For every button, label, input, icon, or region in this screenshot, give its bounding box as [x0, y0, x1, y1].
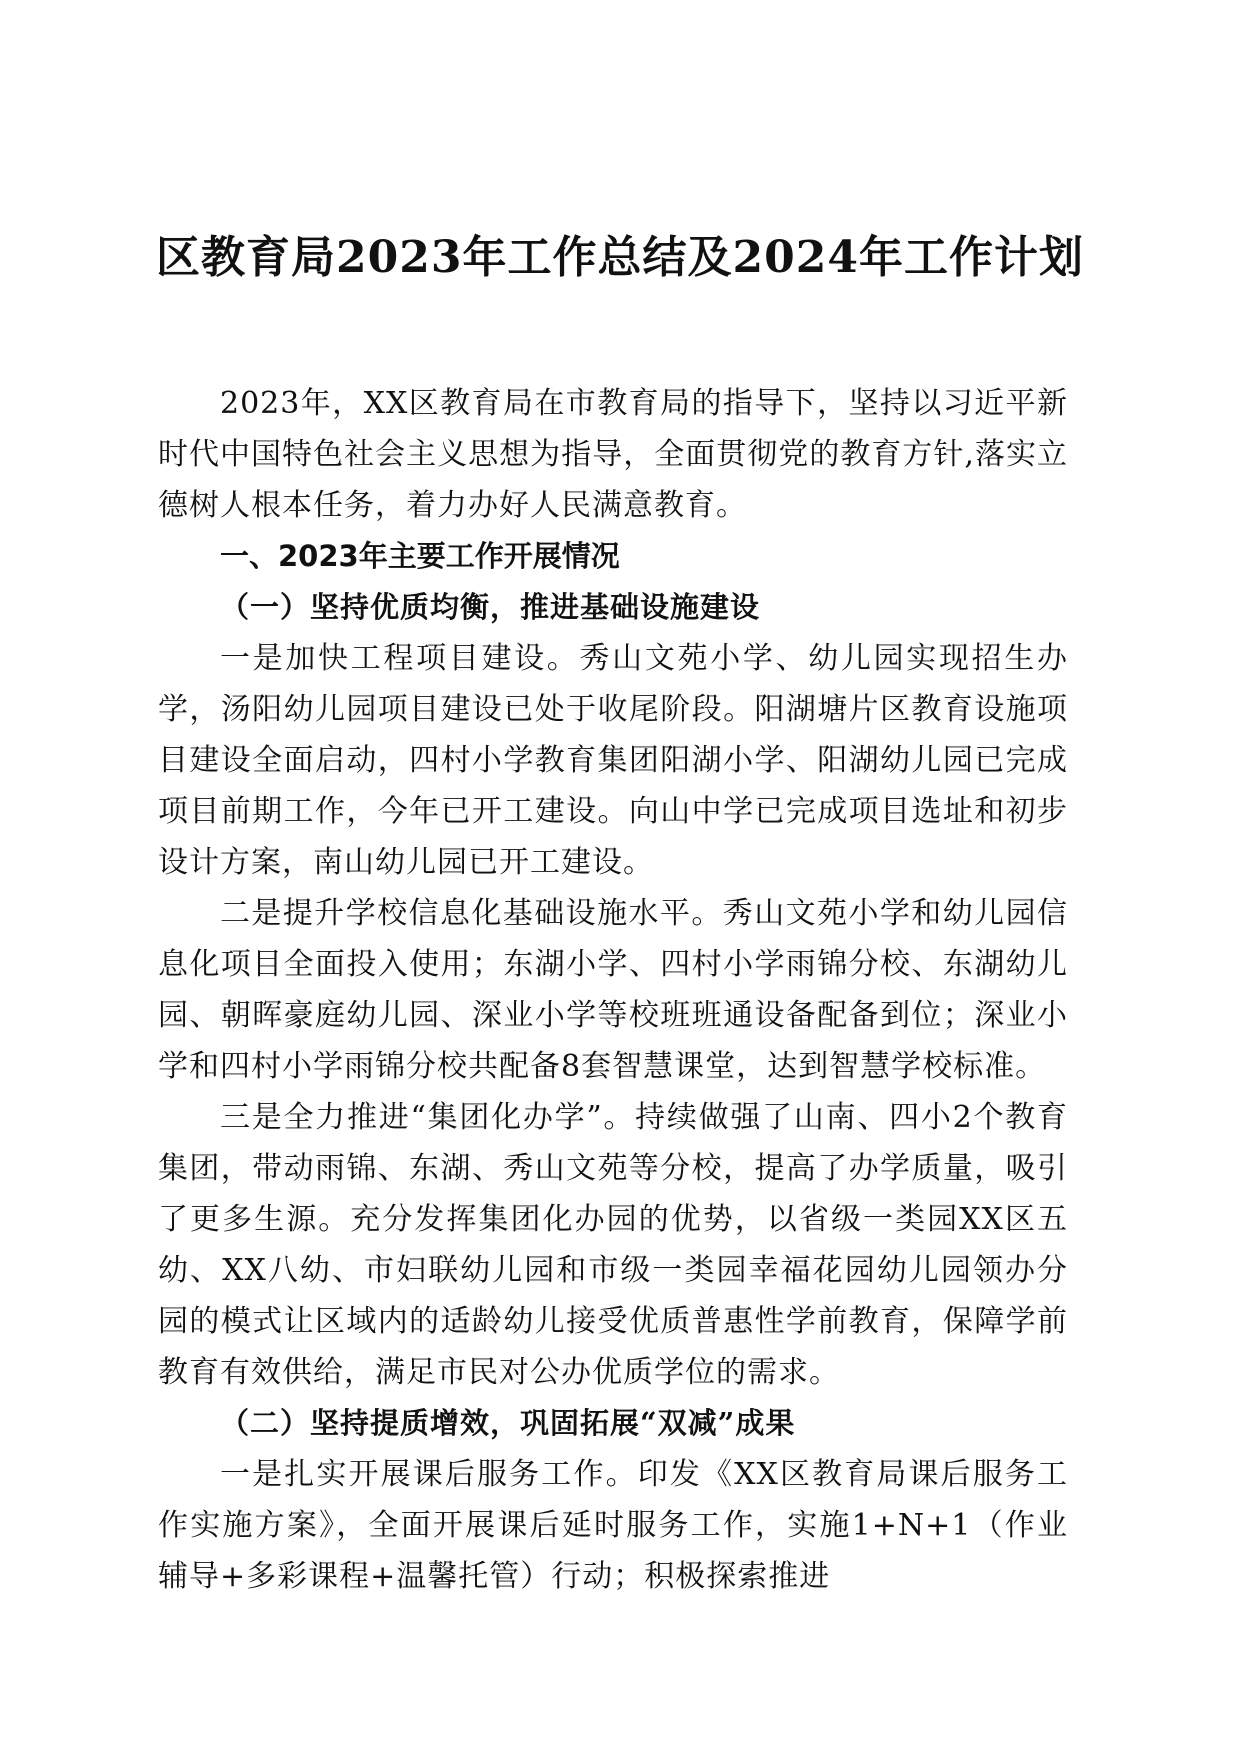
paragraph-engineering-projects: 一是加快工程项目建设。秀山文苑小学、幼儿园实现招生办学，汤阳幼儿园项目建设已处于收尾阶段。阳湖塘片区教育设施项目建设全面启动，四村小学教育集团阳湖小学、阳湖幼儿园已完成项目前期工作，今年已开工建设。向山中学已完成项目选址和初步设计方案，南山幼儿园已开工建设。 — [158, 641, 1068, 880]
subsection-heading-1: （一）坚持优质均衡，推进基础设施建设 — [220, 590, 761, 624]
paragraph-after-school-service: 一是扎实开展课后服务工作。印发《XX区教育局课后服务工作实施方案》，全面开展课后延时服务工作，实施1+N+1（作业辅导+多彩课程+温馨托管）行动；积极探索推进 — [158, 1457, 1068, 1594]
intro-paragraph: 2023年，XX区教育局在市教育局的指导下，坚持以习近平新时代中国特色社会主义思想为指导，全面贯彻党的教育方针,落实立德树人根本任务，着力办好人民满意教育。 — [158, 386, 1068, 523]
paragraph-group-schooling: 三是全力推进“集团化办学”。持续做强了山南、四小2个教育集团，带动雨锦、东湖、秀山文苑等分校，提高了办学质量，吸引了更多生源。充分发挥集团化办园的优势，以省级一类园XX区五幼、XX八幼、市妇联幼儿园和市级一类园幸福花园幼儿园领办分园的模式让区域内的适龄幼儿接受优质普惠性学前教育，保障学前教育有效供给，满足市民对公办优质学位的需求。 — [158, 1100, 1068, 1390]
document-title: 区教育局2023年工作总结及2024年工作计划 — [156, 232, 1084, 283]
document-body — [158, 378, 1068, 1602]
paragraph-informatization: 二是提升学校信息化基础设施水平。秀山文苑小学和幼儿园信息化项目全面投入使用；东湖小学、四村小学雨锦分校、东湖幼儿园、朝晖豪庭幼儿园、深业小学等校班班通设备配备到位；深业小学和四村小学雨锦分校共配备8套智慧课堂，达到智慧学校标准。 — [158, 896, 1068, 1084]
section-heading-1: 一、2023年主要工作开展情况 — [220, 539, 620, 573]
subsection-heading-2: （二）坚持提质增效，巩固拓展“双减”成果 — [220, 1406, 796, 1440]
